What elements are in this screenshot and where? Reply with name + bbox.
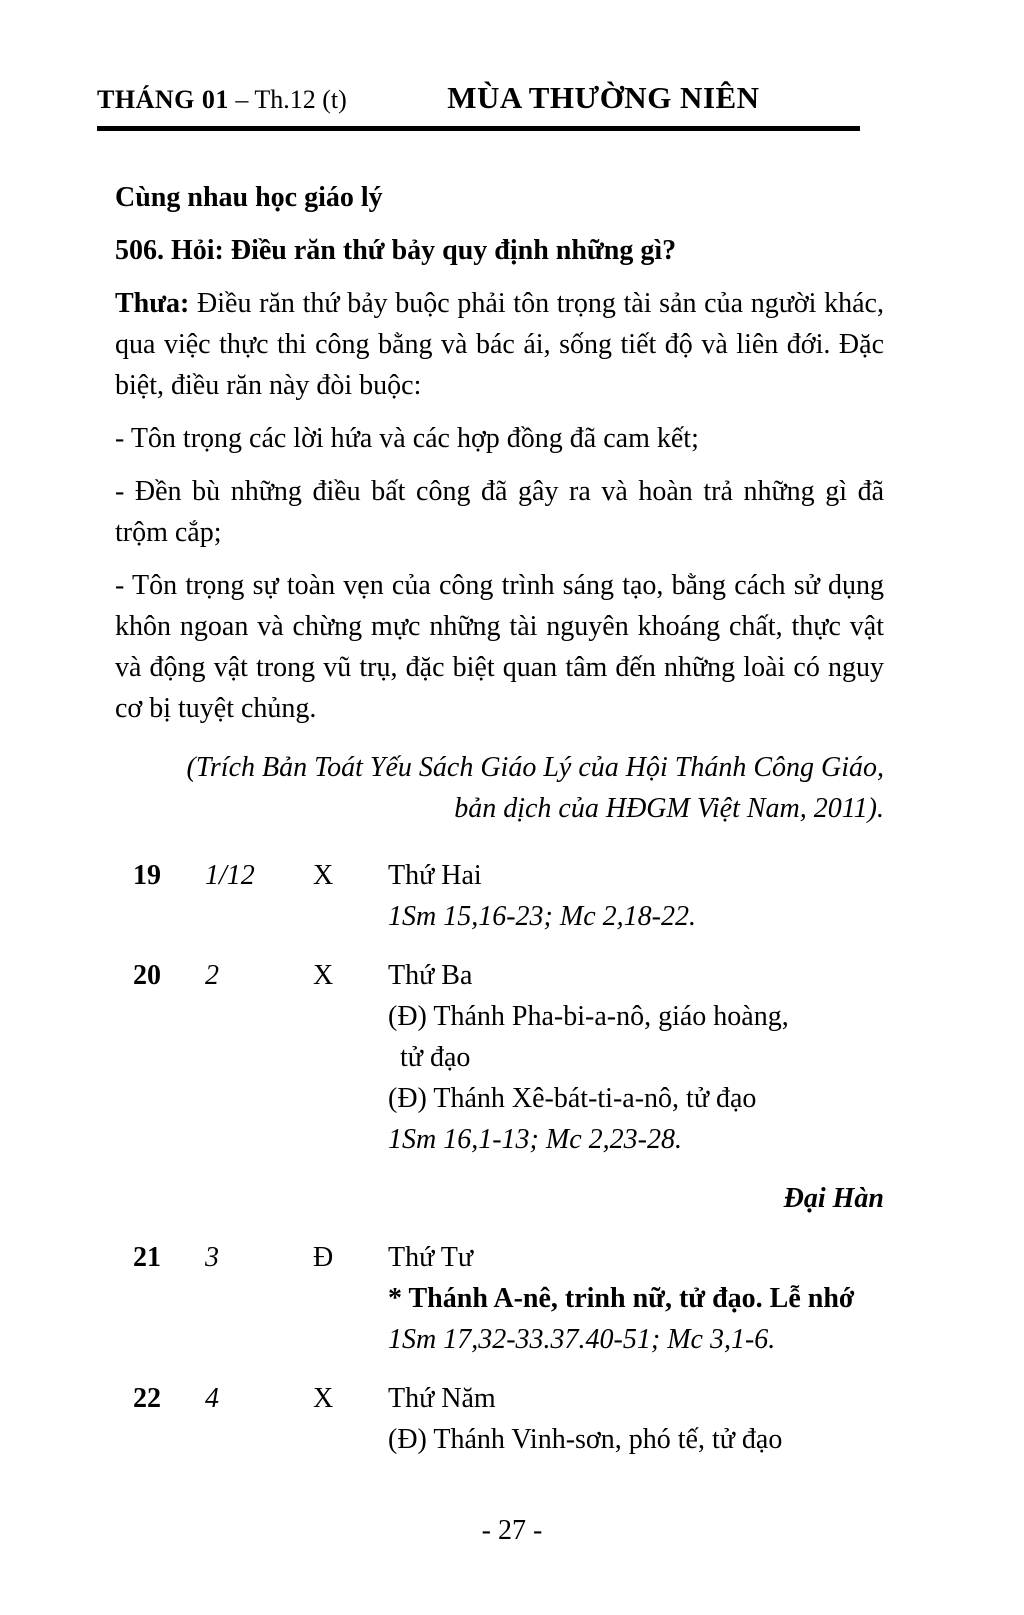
- calendar-entry-body: [388, 1237, 906, 1360]
- scripture-reference: 1Sm 17,32-33.37.40-51; Mc 3,1-6.: [388, 1324, 776, 1355]
- calendar-entry-22: [133, 1378, 906, 1460]
- scripture-reference: 1Sm 16,1-13; Mc 2,23-28.: [388, 1124, 682, 1155]
- weekday-title: Thứ Năm: [388, 1383, 496, 1414]
- header-psalter-week: – Th.12 (t): [228, 85, 347, 114]
- catechism-heading: Cùng nhau học giáo lý: [115, 182, 383, 213]
- catechism-bullet-2: - Đền bù những điều bất công đã gây ra và hoàn trả những gì đã trộm cắp;: [115, 476, 884, 548]
- page-header: [0, 0, 1024, 116]
- calendar-day: 20: [133, 960, 161, 991]
- celebration-line: (Đ) Thánh Xê-bát-ti-a-nô, tử đạo: [388, 1083, 757, 1114]
- header-month-label: [97, 85, 347, 115]
- calendar-lunar-date: 2: [205, 960, 219, 991]
- weekday-title: Thứ Hai: [388, 860, 482, 891]
- answer-label: Thưa:: [115, 288, 190, 319]
- answer-text: Điều răn thứ bảy buộc phải tôn trọng tài sản của người khác, qua việc thực thi công bằng và bác ái, sống tiết độ và liên đới. Đặc biệt, điều răn này đòi buộc:: [115, 288, 884, 401]
- liturgical-color-code: X: [313, 1383, 334, 1414]
- catechism-answer: [115, 283, 884, 406]
- calendar-entry-body: [388, 1378, 906, 1460]
- calendar-day: 21: [133, 1242, 161, 1273]
- calendar-entry-body: [388, 955, 906, 1160]
- calendar-lunar-date: 1/12: [205, 860, 255, 891]
- liturgical-color-code: X: [313, 960, 334, 991]
- catechism-question: 506. Hỏi: Điều răn thứ bảy quy định những gì?: [115, 235, 677, 266]
- calendar-lunar-date: 3: [205, 1242, 219, 1273]
- calendar-day: 19: [133, 860, 161, 891]
- page-number: - 27 -: [481, 1515, 543, 1546]
- calendar-lunar-date: 4: [205, 1383, 219, 1414]
- citation-line-2: bản dịch của HĐGM Việt Nam, 2011).: [454, 793, 884, 824]
- header-rule: [97, 126, 860, 131]
- memorial-line: * Thánh A-nê, trinh nữ, tử đạo. Lễ nhớ: [388, 1283, 855, 1314]
- header-month-bold: THÁNG 01: [97, 85, 229, 114]
- celebration-line: (Đ) Thánh Pha-bi-a-nô, giáo hoàng,: [388, 1001, 789, 1032]
- weekday-title: Thứ Ba: [388, 960, 473, 991]
- calendar-entry-20: [133, 955, 906, 1160]
- calendar-day: 22: [133, 1383, 161, 1414]
- calendar-entry-body: [388, 855, 906, 937]
- celebration-line-continued: tử đạo: [400, 1042, 471, 1073]
- liturgical-calendar: [133, 855, 906, 1460]
- liturgical-color-code: Đ: [313, 1242, 334, 1273]
- calendar-entry-19: [133, 855, 906, 937]
- solar-term-note: Đại Hàn: [783, 1183, 884, 1214]
- header-season-title: MÙA THƯỜNG NIÊN: [447, 80, 760, 115]
- calendar-entry-21: [133, 1237, 906, 1360]
- celebration-line: (Đ) Thánh Vinh-sơn, phó tế, tử đạo: [388, 1424, 783, 1455]
- liturgical-color-code: X: [313, 860, 334, 891]
- catechism-citation: [115, 747, 884, 829]
- scripture-reference: 1Sm 15,16-23; Mc 2,18-22.: [388, 901, 696, 932]
- catechism-bullet-1: - Tôn trọng các lời hứa và các hợp đồng đã cam kết;: [115, 423, 699, 454]
- weekday-title: Thứ Tư: [388, 1242, 474, 1273]
- catechism-bullet-3: - Tôn trọng sự toàn vẹn của công trình sáng tạo, bằng cách sử dụng khôn ngoan và chừng mực những tài nguyên khoáng chất, thực vật và động vật trong vũ trụ, đặc biệt quan tâm đến những loài có nguy cơ bị tuyệt chủng.: [115, 570, 884, 724]
- catechism-section: [115, 177, 884, 829]
- citation-line-1: (Trích Bản Toát Yếu Sách Giáo Lý của Hội Thánh Công Giáo,: [186, 752, 884, 783]
